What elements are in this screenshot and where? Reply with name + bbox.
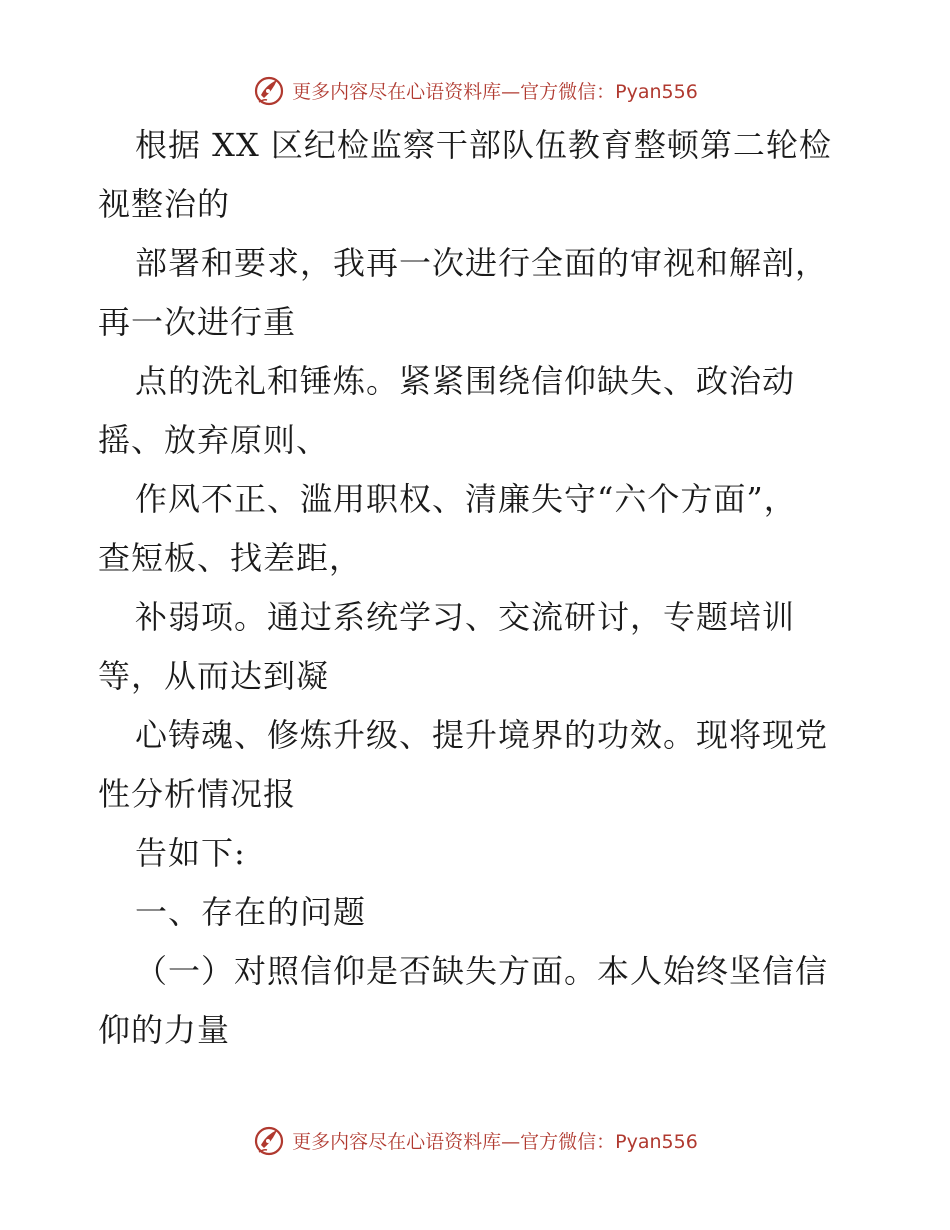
pen-nib-seal-logo-icon <box>252 1123 286 1157</box>
footer-watermark <box>0 1120 950 1160</box>
body-line-8: 查短板、找差距， <box>98 539 363 577</box>
body-line-6: 摇、放弃原则、 <box>98 421 330 459</box>
watermark-text <box>292 1127 698 1154</box>
body-line-11: 心铸魂、修炼升级、提升境界的功效。现将现党 <box>135 716 829 754</box>
watermark-text-cn: 更多内容尽在心语资料库—官方微信： <box>292 80 616 103</box>
body-line-12: 性分析情况报 <box>98 775 297 813</box>
header-watermark-inner <box>252 73 698 107</box>
body-line-5: 点的洗礼和锤炼。紧紧围绕信仰缺失、政治动 <box>135 362 796 400</box>
watermark-wechat-id: Pyan556 <box>615 1130 698 1153</box>
watermark-wechat-id: Pyan556 <box>615 80 698 103</box>
pen-nib-seal-logo-icon <box>252 73 286 107</box>
body-line-15: （一）对照信仰是否缺失方面。本人始终坚信信 <box>135 952 829 990</box>
header-watermark <box>0 70 950 110</box>
body-line-2: 视整治的 <box>98 185 231 223</box>
body-line-10: 等，从而达到凝 <box>98 657 330 695</box>
body-line-13: 告如下: <box>135 834 246 872</box>
body-line-3: 部署和要求，我再一次进行全面的审视和解剖， <box>135 244 829 282</box>
watermark-text-cn: 更多内容尽在心语资料库—官方微信： <box>292 1130 616 1153</box>
section-heading-problems: 一、存在的问题 <box>135 893 367 931</box>
document-body <box>98 116 858 1060</box>
watermark-text <box>292 77 698 104</box>
body-line-4: 再一次进行重 <box>98 303 297 341</box>
footer-watermark-inner <box>252 1123 698 1157</box>
body-line-1: 根据 XX 区纪检监察干部队伍教育整顿第二轮检 <box>135 126 832 164</box>
body-line-7: 作风不正、滥用职权、清廉失守“六个方面”， <box>135 480 797 518</box>
body-line-16: 仰的力量 <box>98 1011 231 1049</box>
body-line-9: 补弱项。通过系统学习、交流研讨，专题培训 <box>135 598 796 636</box>
